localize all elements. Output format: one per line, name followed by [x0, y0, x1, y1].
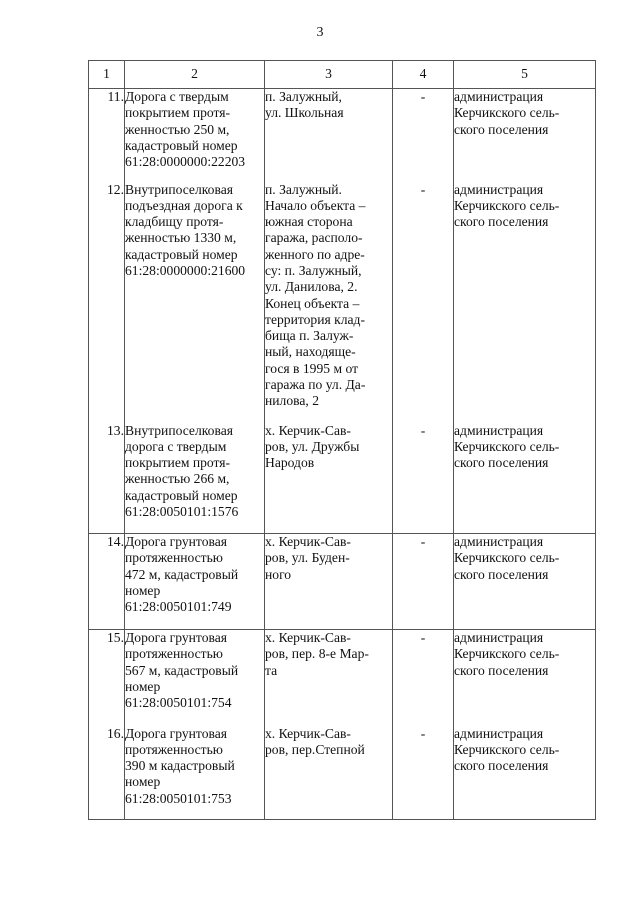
col4-value: - — [393, 726, 454, 820]
object-name: Внутрипоселковая дорога с твердым покрытием протя- женностью 266 м, кадастровый номер 61:28:0050101:1576 — [125, 423, 265, 534]
row-number: 11. — [89, 89, 125, 182]
row-number: 15. — [89, 630, 125, 726]
object-name: Дорога с твердым покрытием протя- женностью 250 м, кадастровый номер 61:28:0000000:22203 — [125, 89, 265, 182]
owner: администрация Керчикского сель- ского поселения — [454, 630, 596, 726]
object-location: х. Керчик-Сав- ров, пер. 8-е Мар- та — [265, 630, 393, 726]
owner: администрация Керчикского сель- ского поселения — [454, 423, 596, 534]
object-location: х. Керчик-Сав- ров, ул. Буден- ного — [265, 534, 393, 630]
row-number: 12. — [89, 182, 125, 423]
object-name: Дорога грунтовая протяженностью 567 м, кадастровый номер 61:28:0050101:754 — [125, 630, 265, 726]
row-number: 16. — [89, 726, 125, 820]
object-location: п. Залужный, ул. Школьная — [265, 89, 393, 182]
col4-value: - — [393, 89, 454, 182]
table-row — [89, 182, 596, 423]
header-col-4: 4 — [393, 61, 454, 89]
object-name: Внутрипоселковая подъездная дорога к кладбищу протя- женностью 1330 м, кадастровый номер 61:28:0000000:21600 — [125, 182, 265, 423]
owner: администрация Керчикского сель- ского поселения — [454, 182, 596, 423]
road-registry-table — [88, 60, 596, 820]
header-col-2: 2 — [125, 61, 265, 89]
owner: администрация Керчикского сель- ского поселения — [454, 89, 596, 182]
header-col-5: 5 — [454, 61, 596, 89]
table-row — [89, 89, 596, 182]
col4-value: - — [393, 423, 454, 534]
object-location: п. Залужный. Начало объекта – южная сторона гаража, располо- женного по адре- су: п. Залужный, ул. Данилова, 2. Конец объекта – территория клад- бища п. Залуж- ный, находяще- гося в 1995 м от гаража по ул. Да- нилова, 2 — [265, 182, 393, 423]
table-row — [89, 726, 596, 820]
header-col-1: 1 — [89, 61, 125, 89]
table-row — [89, 534, 596, 630]
owner: администрация Керчикского сель- ского поселения — [454, 726, 596, 820]
col4-value: - — [393, 182, 454, 423]
object-location: х. Керчик-Сав- ров, ул. Дружбы Народов — [265, 423, 393, 534]
row-number: 14. — [89, 534, 125, 630]
table-row — [89, 630, 596, 726]
table-row — [89, 423, 596, 534]
row-number: 13. — [89, 423, 125, 534]
object-name: Дорога грунтовая протяженностью 472 м, кадастровый номер 61:28:0050101:749 — [125, 534, 265, 630]
page-number: 3 — [316, 25, 324, 40]
object-name: Дорога грунтовая протяженностью 390 м кадастровый номер 61:28:0050101:753 — [125, 726, 265, 820]
header-row — [89, 61, 596, 89]
col4-value: - — [393, 630, 454, 726]
owner: администрация Керчикского сель- ского поселения — [454, 534, 596, 630]
col4-value: - — [393, 534, 454, 630]
header-col-3: 3 — [265, 61, 393, 89]
object-location: х. Керчик-Сав- ров, пер.Степной — [265, 726, 393, 820]
